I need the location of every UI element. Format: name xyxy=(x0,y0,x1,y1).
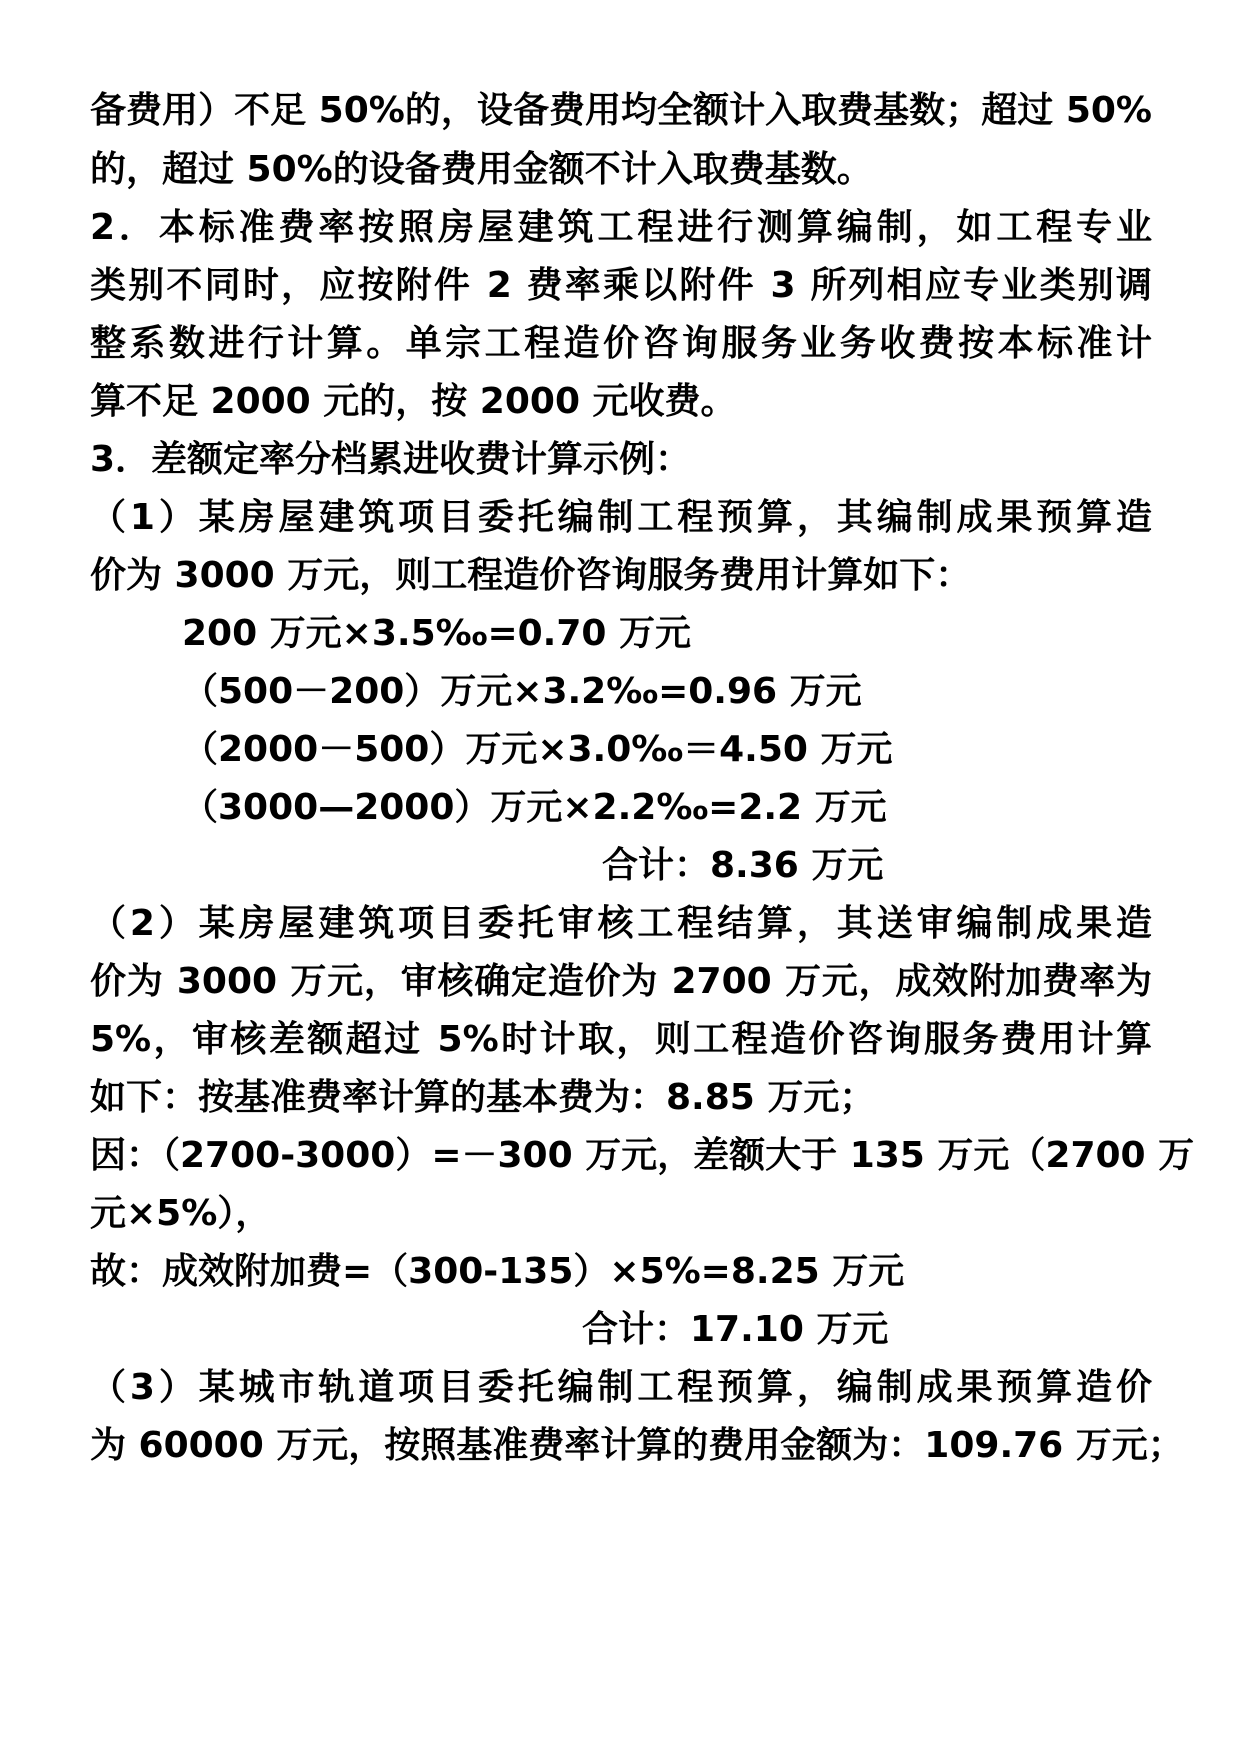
text-line-14: 因：（2700-3000）=－300 万元，差额大于 135 万元（2700 万 xyxy=(90,1135,1195,1176)
calc-line-3: （2000－500）万元×3.0‰＝4.50 万元 xyxy=(182,729,893,770)
calc-line-1: 200 万元×3.5‰=0.70 万元 xyxy=(182,613,691,654)
calc-line-4: （3000—2000）万元×2.2‰=2.2 万元 xyxy=(182,787,887,828)
text-line-18: 为 60000 万元，按照基准费率计算的费用金额为：109.76 万元； xyxy=(90,1425,1184,1466)
text-line-7: 3．差额定率分档累进收费计算示例： xyxy=(90,439,692,480)
text-line-6: 算不足 2000 元的，按 2000 元收费。 xyxy=(90,381,737,422)
text-line-12: 5%，审核差额超过 5%时计取，则工程造价咨询服务费用计算 xyxy=(90,1019,1152,1060)
text-line-9: 价为 3000 万元，则工程造价咨询服务费用计算如下： xyxy=(90,555,972,596)
text-line-11: 价为 3000 万元，审核确定造价为 2700 万元，成效附加费率为 xyxy=(90,961,1152,1002)
text-line-3: 2．本标准费率按照房屋建筑工程进行测算编制，如工程专业 xyxy=(90,207,1152,248)
text-line-10: （2）某房屋建筑项目委托审核工程结算，其送审编制成果造 xyxy=(90,903,1152,944)
text-line-2: 的，超过 50%的设备费用金额不计入取费基数。 xyxy=(90,149,873,190)
text-line-5: 整系数进行计算。单宗工程造价咨询服务业务收费按本标准计 xyxy=(90,323,1152,364)
text-line-17: （3）某城市轨道项目委托编制工程预算，编制成果预算造价 xyxy=(90,1367,1152,1408)
text-line-13: 如下：按基准费率计算的基本费为：8.85 万元； xyxy=(90,1077,876,1118)
text-line-8: （1）某房屋建筑项目委托编制工程预算，其编制成果预算造 xyxy=(90,497,1152,538)
text-line-16: 故：成效附加费=（300-135）×5%=8.25 万元 xyxy=(90,1251,905,1292)
text-line-4: 类别不同时，应按附件 2 费率乘以附件 3 所列相应专业类别调 xyxy=(90,265,1152,306)
total-line-1: 合计：8.36 万元 xyxy=(602,845,884,886)
total-line-2: 合计：17.10 万元 xyxy=(582,1309,889,1350)
text-line-15: 元×5%）， xyxy=(90,1193,272,1234)
calc-line-2: （500－200）万元×3.2‰=0.96 万元 xyxy=(182,671,862,712)
text-line-1: 备费用）不足 50%的，设备费用均全额计入取费基数；超过 50% xyxy=(90,90,1152,131)
